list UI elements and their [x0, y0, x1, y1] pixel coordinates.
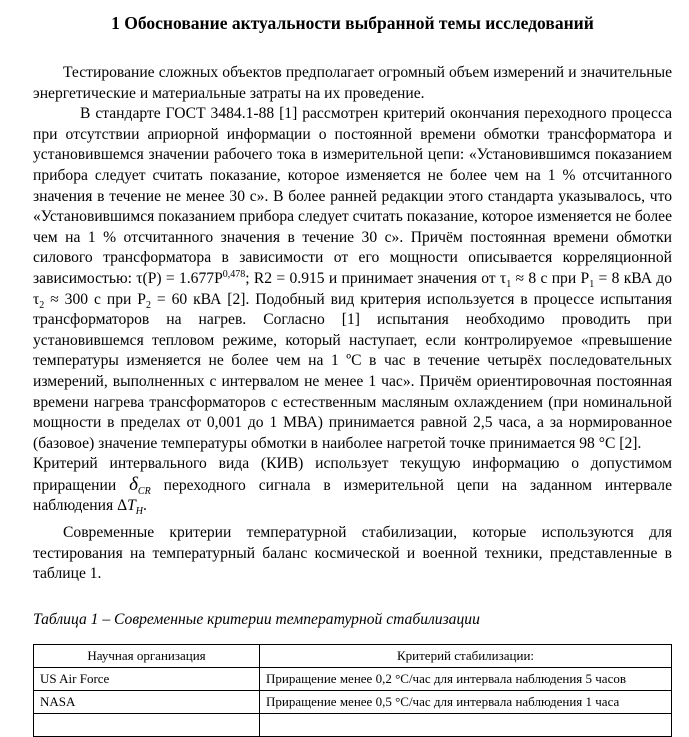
text-run: ≈ 300 с при P	[44, 290, 146, 308]
table-row	[34, 690, 672, 713]
paragraph-kiv	[33, 454, 672, 517]
table-row	[34, 667, 672, 690]
table-caption: Таблица 1 – Современные критерии температурной стабилизации	[33, 610, 480, 628]
paragraph-gost	[33, 104, 672, 454]
document-page	[33, 0, 672, 737]
subscript: 1	[589, 279, 595, 291]
paragraph-intro: Тестирование сложных объектов предполагает огромный объем измерений и значительные энергетические и материальные затраты на их проведение.	[33, 64, 672, 102]
criteria-table	[33, 644, 672, 737]
table-cell: US Air Force	[34, 667, 260, 690]
subscript: H	[135, 506, 144, 518]
subscript: CR	[137, 485, 151, 497]
text-run: переходного сигнала в измерительной цепи на заданном интервале наблюдения Δ	[33, 476, 672, 515]
delta-symbol: δ	[129, 473, 138, 495]
text-run: ≈ 8 с при P	[511, 269, 590, 287]
table-cell: NASA	[34, 690, 260, 713]
subscript: 2	[145, 299, 151, 311]
table-cell	[260, 713, 672, 736]
section-title: 1 Обоснование актуальности выбранной темы исследований	[111, 13, 594, 33]
text-run: = 8 кВА до τ	[33, 269, 673, 308]
column-header: Научная организация	[34, 644, 260, 667]
text-run: = 60 кВА [2]. Подобный вид критерия используется в процессе испытания трансформаторов на нагрев. Согласно [1] испытания необходимо проводить при установившемся тепловом режиме, который наступает, если контролируемое «превышение температуры изменяется не более чем на 1 ºС в час в течение четырёх последовательных измерений, выполненных с интервалом не менее 1 час». Причём ориентировочная постоянная времени нагрева трансформаторов с естественным масляным охлаждением (при номинальной мощности в пределах от 0,001 до 1 МВА) принимается равной 2,5 часа, а за нормированное (базовое) значение температуры обмотки в наиболее нагретой точке принимается 98 °С [2].	[33, 290, 672, 452]
exponent: 0,478	[222, 268, 246, 280]
table-cell: Приращение менее 0,5 °С/час для интервала наблюдения 1 часа	[260, 690, 672, 713]
paragraph-modern-criteria: Современные критерии температурной стабилизации, которые используются для тестирования на температурный баланс космической и военной техники, представленные в таблице 1.	[33, 524, 672, 583]
text-run: ; R2 = 0.915 и принимает значения от τ	[245, 269, 507, 287]
column-header: Критерий стабилизации:	[260, 644, 672, 667]
subscript: 2	[39, 299, 45, 311]
table-cell	[34, 713, 260, 736]
text-run: Критерий интервального вида (КИВ) использует текущую информацию о допустимом приращении	[33, 455, 672, 494]
text-run: В стандарте ГОСТ 3484.1-88 [1] рассмотрен критерий окончания переходного процесса при отсутствии априорной информации о постоянной времени обмотки трансформатора и установившемся значении рабочего тока в измерительной цепи: «Установившимся показанием прибора следует считать показание, которое изменяется не более чем на 1 % отсчитанного значения в течение не менее 30 с». В более ранней редакции этого стандарта указывалось, что «Установившимся показанием прибора следует считать показание, которое изменяется не более чем на 1 % отсчитанного значения в течение 30 с». Причём постоянная времени обмотки силового трансформатора в зависимости от его мощности описывается корреляционной зависимостью: τ(P) = 1.677P	[33, 105, 672, 287]
subscript: 1	[506, 279, 512, 291]
t-symbol: T	[127, 497, 136, 515]
table-header-row	[34, 644, 672, 667]
table-row-partial	[34, 713, 672, 736]
text-run: .	[143, 497, 147, 515]
table-cell: Приращение менее 0,2 °С/час для интервала наблюдения 5 часов	[260, 667, 672, 690]
